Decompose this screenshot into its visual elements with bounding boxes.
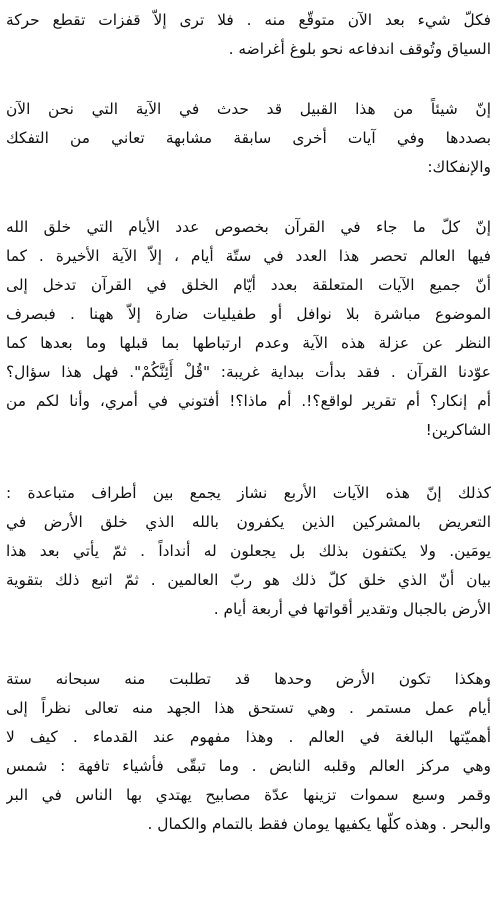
text-line: فكلّ شيء بعد الآن متوقّع منه . فلا ترى إلاّ قفزات تقطع حركة xyxy=(6,11,491,29)
text-line: الموضوع مباشرة بلا نوافل أو طفيليات ضارة إلاّ ههنا . فبصرف xyxy=(6,305,491,323)
text-line: أيام عمل مستمر . وهي تستحق هذا الجهد منه تعالى نظراً إلى xyxy=(6,699,491,717)
text-line: وهكذا تكون الأرض وحدها قد تطلبت منه سبحانه ستة xyxy=(6,670,491,688)
text-line: فيها العالم تحصر هذا العدد في ستّة أيام ، إلاّ الآية الأخيرة . كما xyxy=(6,247,491,265)
text-line: الأرض بالجبال وتقدير أقواتها في أربعة أيام . xyxy=(213,600,491,618)
text-line: السياق وتُوقف اندفاعه نحو بلوغ أغراضه . xyxy=(228,40,491,58)
text-line: عوّدنا القرآن . فقد بدأت ببداية غريبة: "قُلْ أَئِنَّكُمْ". فهل هذا سؤال؟ xyxy=(6,363,491,381)
text-line: وقمر وسبع سموات تزينها عدّة مصابيح يهتدي بها الناس في البر xyxy=(6,786,491,804)
paragraph-spacer xyxy=(6,445,491,479)
text-line: إنّ كلّ ما جاء في القرآن بخصوص عدد الأيام التي خلق الله xyxy=(6,218,491,236)
paragraph-spacer xyxy=(6,64,491,95)
paragraph-3 xyxy=(6,213,491,445)
text-line: أهميّتها البالغة في العالم . وهذا مفهوم عند القدماء . كيف لا xyxy=(6,728,491,746)
paragraph-4 xyxy=(6,479,491,624)
text-line: بصددها وفي آيات أخرى سابقة مشابهة تعاني من التفكك xyxy=(6,129,491,147)
text-line: يومَين. ولا يكتفون بذلك بل يجعلون له أنداداً . ثمّ يأتي بعد هذا xyxy=(6,542,491,560)
text-line: إنّ شيئاً من هذا القبيل قد حدث في الآية التي نحن الآن xyxy=(6,100,491,118)
text-line: الشاكرين! xyxy=(425,421,491,439)
text-line: بيان أنّ الذي خلق كلّ ذلك هو ربّ العالمين . ثمّ اتبع ذلك بتقوية xyxy=(6,571,491,589)
text-line: أنّ جميع الآيات المتعلقة بعدد أيّام الخلق في القرآن تدخل إلى xyxy=(6,276,491,294)
paragraph-5 xyxy=(6,665,491,839)
paragraph-1 xyxy=(6,6,491,64)
paragraph-spacer xyxy=(6,182,491,213)
text-line: والبحر . وهذه كلّها يكفيها يومان فقط بالتمام والكمال . xyxy=(147,815,491,833)
paragraph-2 xyxy=(6,95,491,182)
paragraph-spacer xyxy=(6,624,491,665)
text-line: التعريض بالمشركين الذين يكفرون بالله الذي خلق الأرض في xyxy=(6,513,491,531)
text-line: والإنفكاك: xyxy=(427,158,491,176)
text-line: النظر عن عزلة هذه الآية وعدم ارتباطها بما قبلها وما بعدها كما xyxy=(6,334,491,352)
text-line: كذلك إنّ هذه الآيات الأربع نشاز يجمع بين أطراف متباعدة : xyxy=(6,484,491,502)
text-line: وهي مركز العالم وقلبه النابض . وما تبقّى فأشياء تافهة : شمس xyxy=(6,757,491,775)
text-line: أم إنكار؟ أم تقرير لواقع؟!. أم ماذا؟! أفتوني في أمري، وأنا لكم من xyxy=(6,392,491,410)
